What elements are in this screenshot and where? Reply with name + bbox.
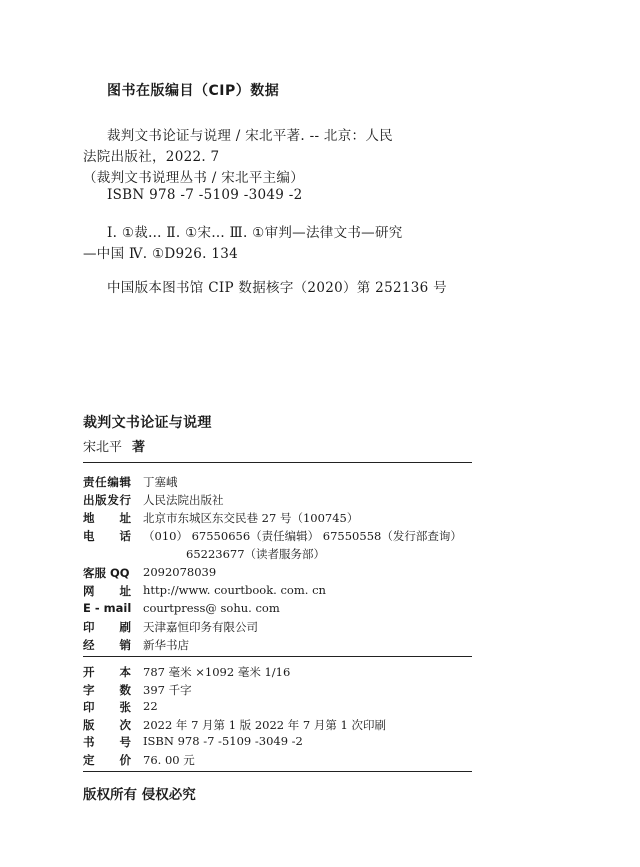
info-label: 印 刷	[83, 619, 131, 634]
info-value: 天津嘉恒印务有限公司	[143, 619, 258, 634]
info-value: 65223677（读者服务部）	[186, 547, 326, 562]
cip-classification: Ⅰ. ①裁… Ⅱ. ①宋… Ⅲ. ①审判—法律文书—研究	[107, 225, 403, 241]
info-value: 76. 00 元	[143, 753, 195, 767]
divider	[83, 462, 472, 463]
cip-line: 裁判文书论证与说理 / 宋北平著. -- 北京：人民	[107, 128, 393, 144]
info-label: 印 张	[83, 700, 131, 715]
divider	[83, 656, 472, 657]
info-label: 字 数	[83, 682, 131, 697]
info-label: E - mail	[83, 600, 132, 615]
book-title: 裁判文书论证与说理	[83, 415, 212, 431]
author-line	[83, 436, 145, 455]
info-value: 2022 年 7 月第 1 版 2022 年 7 月第 1 次印刷	[143, 717, 387, 732]
info-value: 丁塞峨	[143, 475, 178, 489]
info-label: 出 版 发 行	[83, 493, 131, 508]
cip-line: （裁判文书说理丛书 / 宋北平主编）	[83, 170, 305, 186]
info-label: 版 次	[83, 717, 131, 732]
cip-classification-cont: —中国 Ⅳ. ①D926. 134	[83, 246, 239, 262]
info-value: http://www. courtbook. com. cn	[143, 582, 326, 597]
divider	[83, 771, 472, 772]
info-label: 网 址	[83, 583, 131, 598]
cip-record-number: 中国版本图书馆 CIP 数据核字（2020）第 252136 号	[107, 280, 447, 296]
info-label: 责 任 编 辑	[83, 475, 131, 489]
info-label: 经 销	[83, 637, 131, 652]
info-label: 地 址	[83, 511, 131, 526]
info-label: 开 本	[83, 665, 131, 679]
cip-line: 法院出版社，2022. 7	[83, 149, 220, 165]
info-value: 2092078039	[143, 564, 217, 579]
info-value: 北京市东城区东交民巷 27 号（100745）	[143, 511, 359, 526]
info-label: 客服 QQ	[83, 565, 130, 580]
info-label: 定 价	[83, 753, 131, 767]
info-value: 人民法院出版社	[143, 493, 224, 508]
info-value: courtpress@ sohu. com	[143, 600, 280, 615]
info-value: （010） 67550656（责任编辑） 67550558（发行部查询）	[143, 529, 462, 544]
cip-heading: 图书在版编目（CIP）数据	[107, 83, 280, 99]
author-name: 宋北平	[83, 440, 123, 455]
info-label: 书 号	[83, 735, 131, 750]
info-label: 电 话	[83, 529, 131, 544]
rights-notice: 版权所有 侵权必究	[83, 787, 196, 803]
info-value: 新华书店	[143, 637, 189, 652]
author-role: 著	[132, 440, 146, 455]
info-value: 397 千字	[143, 682, 192, 697]
info-value: 22	[143, 699, 158, 714]
info-value: ISBN 978 -7 -5109 -3049 -2	[143, 734, 303, 749]
cip-isbn: ISBN 978 -7 -5109 -3049 -2	[107, 187, 303, 203]
info-value: 787 毫米 ×1092 毫米 1/16	[143, 665, 291, 679]
